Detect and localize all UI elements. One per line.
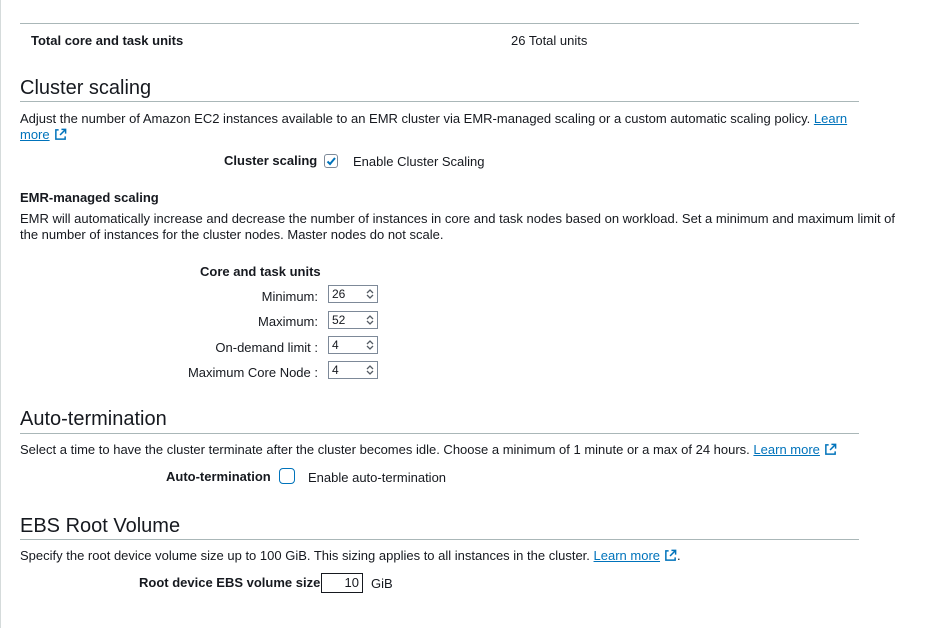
on-demand-limit-stepper[interactable] <box>328 336 378 354</box>
root-device-ebs-volume-size-input[interactable]: 10 <box>321 573 363 593</box>
summary-top-divider <box>20 23 859 24</box>
ebs-root-volume-description-text: Specify the root device volume size up to 100 GiB. This sizing applies to all instances in the cluster. <box>20 548 590 563</box>
auto-termination-divider <box>20 433 859 434</box>
maximum-stepper[interactable] <box>328 311 378 329</box>
auto-termination-title: Auto-termination <box>20 408 167 430</box>
maximum-core-node-stepper[interactable] <box>328 361 378 379</box>
external-link-icon[interactable] <box>824 443 837 456</box>
auto-termination-learn-more-link[interactable]: Learn more <box>753 442 820 457</box>
cluster-scaling-description <box>20 111 850 143</box>
core-task-units-title: Core and task units <box>200 264 321 279</box>
spinner-arrows-icon[interactable] <box>366 314 374 326</box>
ebs-root-volume-learn-more-link[interactable]: Learn more <box>593 548 661 563</box>
cluster-scaling-divider <box>20 101 859 102</box>
maximum-label: Maximum: <box>258 314 318 329</box>
emr-managed-scaling-title: EMR-managed scaling <box>20 190 159 205</box>
page-left-border <box>0 0 1 628</box>
external-link-icon[interactable] <box>54 128 67 141</box>
spinner-arrows-icon[interactable] <box>366 364 374 376</box>
auto-termination-description <box>20 442 900 458</box>
maximum-value: 52 <box>332 313 346 327</box>
ebs-root-volume-divider <box>20 539 859 540</box>
checkmark-icon <box>325 155 337 167</box>
root-device-ebs-volume-unit: GiB <box>371 576 393 591</box>
cluster-scaling-title: Cluster scaling <box>20 77 152 99</box>
cluster-scaling-field-label: Cluster scaling <box>224 153 318 168</box>
cluster-scaling-description-text: Adjust the number of Amazon EC2 instances available to an EMR cluster via EMR-managed scaling or a custom automatic scaling policy. <box>20 111 811 126</box>
minimum-stepper[interactable] <box>328 285 378 303</box>
ebs-root-volume-title: EBS Root Volume <box>20 515 181 537</box>
summary-label: Total core and task units <box>31 33 184 48</box>
external-link-icon[interactable] <box>664 549 677 562</box>
spinner-arrows-icon[interactable] <box>366 339 374 351</box>
spinner-arrows-icon[interactable] <box>366 288 374 300</box>
on-demand-limit-label: On-demand limit : <box>215 340 318 355</box>
enable-cluster-scaling-checkbox[interactable] <box>324 154 338 168</box>
ebs-root-volume-period: . <box>677 548 681 563</box>
learn-more-word2: more <box>20 127 50 142</box>
on-demand-limit-value: 4 <box>332 338 339 352</box>
minimum-value: 26 <box>332 287 346 301</box>
auto-termination-description-text: Select a time to have the cluster terminate after the cluster becomes idle. Choose a minimum of 1 minute or a max of 24 hours. <box>20 442 750 457</box>
summary-value: 26 Total units <box>511 33 588 48</box>
enable-cluster-scaling-label[interactable]: Enable Cluster Scaling <box>353 154 485 169</box>
root-device-ebs-volume-size-label: Root device EBS volume size <box>139 575 321 590</box>
ebs-root-volume-description <box>20 548 900 564</box>
maximum-core-node-label: Maximum Core Node : <box>187 365 318 380</box>
minimum-label: Minimum: <box>261 289 318 304</box>
enable-auto-termination-checkbox[interactable] <box>279 468 295 484</box>
maximum-core-node-value: 4 <box>332 363 339 377</box>
emr-managed-scaling-description: EMR will automatically increase and decrease the number of instances in core and task nodes based on workload. Set a minimum and maximum limit of the number of instances for the cluster nodes. Master nodes do not scale. <box>20 211 896 242</box>
auto-termination-field-label: Auto-termination <box>166 469 271 484</box>
enable-auto-termination-label[interactable]: Enable auto-termination <box>308 470 447 485</box>
learn-more-word1: Learn <box>813 111 848 126</box>
